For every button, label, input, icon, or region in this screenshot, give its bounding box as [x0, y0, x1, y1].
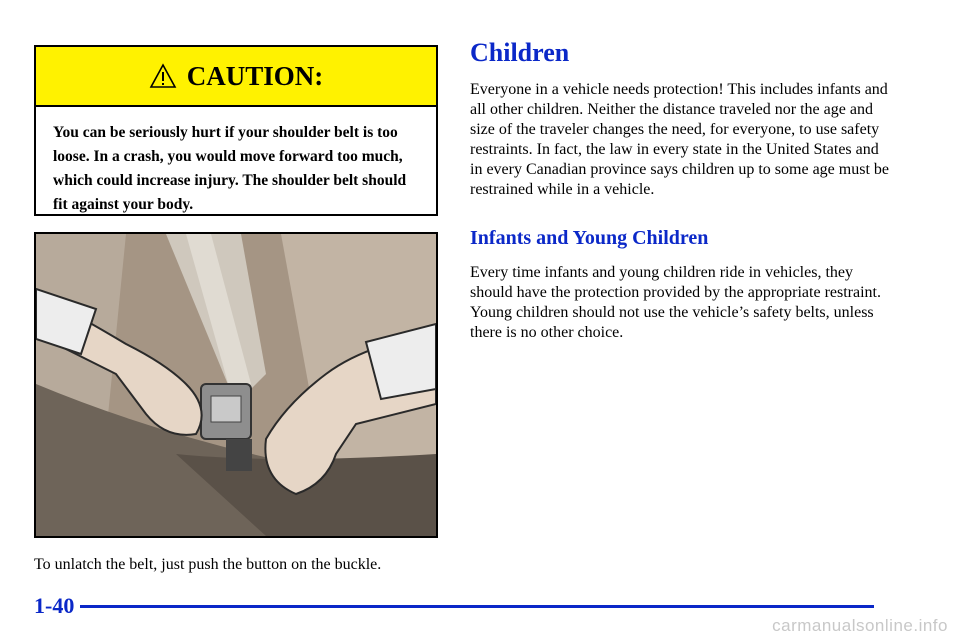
caution-text: You can be seriously hurt if your shoulder belt is too loose. In a crash, you would move forward too much, which could increase injury. The shoulder belt should fit against your body. — [53, 124, 407, 213]
caution-title: CAUTION: — [186, 60, 324, 91]
infants-paragraph: Every time infants and young children ride in vehicles, they should have the protection provided by the appropriate restraint. Young children should not use the vehicle’s safety belts, unless there is no other choice. — [470, 264, 881, 341]
footer-rule — [80, 605, 874, 608]
photo-caption: To unlatch the belt, just push the button on the buckle. — [34, 556, 382, 573]
warning-triangle-icon — [149, 63, 177, 89]
page-number: 1-40 — [34, 593, 75, 618]
caution-box — [34, 45, 438, 216]
caution-header — [36, 47, 436, 107]
children-paragraph: Everyone in a vehicle needs protection! This includes infants and all other children. Neither the distance traveled nor the age and size of the traveler changes the need, for everyone, to use safety restraints. In fact, the law in every state in the United States and in every Canadian province says children up to some age must be restrained while in a vehicle. — [470, 81, 889, 198]
section-heading-children: Children — [470, 38, 570, 67]
section-heading-infants: Infants and Young Children — [470, 227, 709, 249]
watermark: carmanualsonline.info — [772, 616, 948, 635]
seatbelt-buckle-photo — [34, 232, 438, 538]
seatbelt-illustration — [36, 234, 436, 536]
